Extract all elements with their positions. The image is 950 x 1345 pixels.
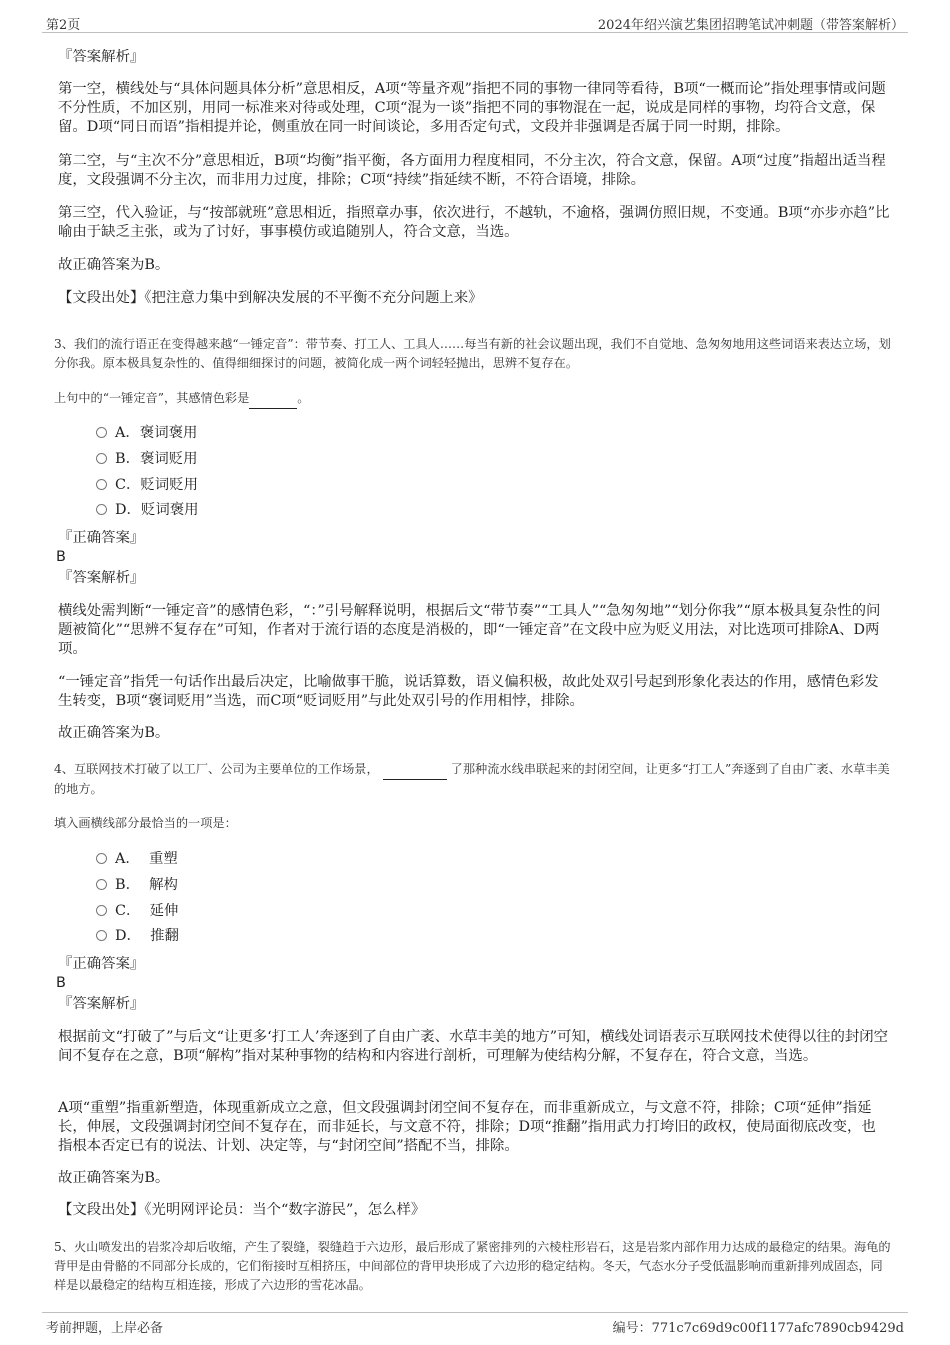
q5-stem: 5、火山喷发出的岩浆冷却后收缩，产生了裂缝，裂缝趋于六边形，最后形成了紧密排列的六棱柱形岩石，这是岩浆内部作用力达成的最稳定的结果。海龟的背甲是由骨骼的不同部分长成的，它们衔接时互相挤压，中间部位的背甲块形成了六边形的稳定结构。冬天，气态水分子受低温影响而重新排列成固态，同样是以最稳定的结构互相连接，形成了六边形的雪花冰晶。 [54,1240,891,1292]
radio-icon[interactable] [96,930,107,941]
page-header [42,10,908,33]
q4-option-c[interactable]: C． 延伸 [96,902,178,921]
document-code: 编号：771c7c69d9c00f1177afc7890cb9429d [612,1321,904,1336]
q3-option-d[interactable]: D．贬词褒用 [96,501,199,520]
q3-option-a[interactable]: A．褒词褒用 [96,424,197,443]
q4-source: 【文段出处】《光明网评论员：当个“数字游民”，怎么样》 [58,1202,426,1218]
radio-icon[interactable] [96,879,107,890]
q2-analysis-para3: 第三空，代入验证，与“按部就班”意思相近，指照章办事，依次进行，不越轨，不逾格，强调仿照旧规，不变通。B项“亦步亦趋”比喻由于缺乏主张，或为了讨好，事事模仿或追随别人，符合文意，当选。 [58,205,890,240]
q2-analysis-label: 『答案解析』 [58,49,145,65]
q3-answer: B [56,549,66,565]
radio-icon[interactable] [96,479,107,490]
q4-analysis-para1: 根据前文“打破了”与后文“让更多‘打工人’奔逐到了自由广袤、水草丰美的地方”可知，横线处词语表示互联网技术使得以往的封闭空间不复存在之意，B项“解构”指对某种事物的结构和内容进行剖析，可理解为使结构分解，不复存在，符合文意，当选。 [58,1029,889,1064]
q4-stem: 4、互联网技术打破了以工厂、公司为主要单位的工作场景， 了那种流水线串联起来的封闭空间，让更多“打工人”奔逐到了自由广袤、水草丰美的地方。 [54,762,890,796]
q3-conclusion: 故正确答案为B。 [58,725,170,741]
q4-answer: B [56,975,66,991]
q2-source: 【文段出处】《把注意力集中到解决发展的不平衡不充分问题上来》 [58,290,483,306]
radio-icon[interactable] [96,427,107,438]
q2-analysis-para2: 第二空，与“主次不分”意思相近，B项“均衡”指平衡，各方面用力程度相同，不分主次，符合文意，保留。A项“过度”指超出适当程度，文段强调不分主次，而非用力过度，排除；C项“持续”指延续不断，不符合语境，排除。 [58,153,886,188]
q3-analysis-para2: “一锤定音”指凭一句话作出最后决定，比喻做事干脆，说话算数，语义偏积极，故此处双引号起到形象化表达的作用，感情色彩发生转变，B项“褒词贬用”当选，而C项“贬词贬用”与此处双引号的作用相悖，排除。 [58,674,879,709]
q3-prompt: 上句中的“一锤定音”，其感情色彩是 。 [54,389,886,409]
q3-analysis-label: 『答案解析』 [58,570,145,586]
q2-analysis-para1: 第一空，横线处与“具体问题具体分析”意思相反，A项“等量齐观”指把不同的事物一律同等看待，B项“一概而论”指处理事情或问题不分性质，不加区别，用同一标准来对待或处理，C项“混为一谈”指把不同的事物混在一起，说成是同样的事物，均符合文意，保留。D项“同日而语”指相提并论，侧重放在同一时间谈论，多用否定句式，文段并非强调是否属于同一时期，排除。 [58,81,886,135]
q4-option-b[interactable]: B． 解构 [96,876,178,895]
q4-analysis-label: 『答案解析』 [58,996,145,1012]
q3-option-b[interactable]: B．褒词贬用 [96,450,198,469]
radio-icon[interactable] [96,905,107,916]
q3-answer-label: 『正确答案』 [58,530,145,546]
q4-option-a[interactable]: A． 重塑 [96,850,178,869]
page-number: 第2页 [46,18,81,33]
radio-icon[interactable] [96,453,107,464]
q4-option-d[interactable]: D． 推翻 [96,927,179,946]
q4-conclusion: 故正确答案为B。 [58,1170,170,1186]
q2-conclusion: 故正确答案为B。 [58,257,170,273]
q4-analysis-para2: A项“重塑”指重新塑造，体现重新成立之意，但文段强调封闭空间不复存在，而非重新成立，与文意不符，排除；C项“延伸”指延长，伸展，文段强调封闭空间不复存在，而非延长，与文意不符，排除；D项“推翻”指用武力打垮旧的政权，使局面彻底改变，也指根本否定已有的说法、计划、决定等，与“封闭空间”搭配不当，排除。 [58,1100,876,1154]
q3-analysis-para1: 横线处需判断“一锤定音”的感情色彩，“：”引号解释说明，根据后文“带节奏”“工具人”“急匆匆地”“划分你我”“原本极具复杂性的问题被简化”“思辨不复存在”可知，作者对于流行语的态度是消极的，即“一锤定音”在文段中应为贬义用法，对比选项可排除A、D两项。 [58,603,881,657]
q3-stem: 3、我们的流行语正在变得越来越“一锤定音”：带节奏、打工人、工具人……每当有新的社会议题出现，我们不自觉地、急匆匆地用这些词语来表达立场，划分你我。原本极具复杂性的、值得细细探讨的问题，被简化成一两个词轻轻抛出，思辨不复存在。 [54,337,891,370]
footer-slogan: 考前押题，上岸必备 [46,1321,164,1336]
page-footer [42,1312,908,1335]
document-title: 2024年绍兴演艺集团招聘笔试冲刺题（带答案解析） [597,18,904,33]
radio-icon[interactable] [96,504,107,515]
fill-blank [249,389,297,409]
fill-blank [383,760,447,780]
radio-icon[interactable] [96,853,107,864]
q4-answer-label: 『正确答案』 [58,956,145,972]
q4-prompt: 填入画横线部分最恰当的一项是： [54,816,237,830]
q3-option-c[interactable]: C．贬词贬用 [96,476,198,495]
